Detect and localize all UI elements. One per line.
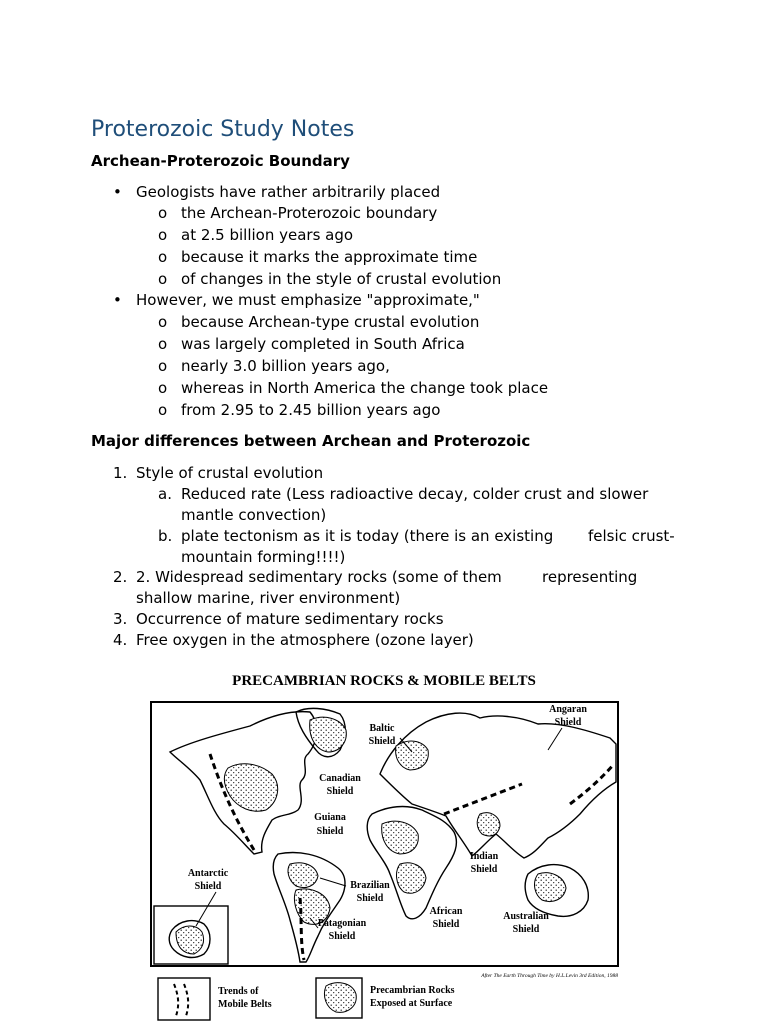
section-heading-differences: Major differences between Archean and Proterozoic — [91, 432, 531, 450]
sub-item-text-cont: mountain forming!!!!) — [181, 548, 346, 566]
list-number: 2. — [113, 568, 128, 586]
label-patagonian: Patagonian — [317, 918, 367, 929]
label-australian-2: Shield — [512, 924, 540, 935]
rocks-swatch-icon — [324, 983, 356, 1013]
sub-item-text: Reduced rate (Less radioactive decay, colder crust and slower — [181, 485, 649, 503]
legend — [158, 978, 455, 1020]
sub-item: because Archean-type crustal evolution — [181, 313, 480, 331]
list-number: 1. — [113, 464, 128, 482]
page-title: Proterozoic Study Notes — [91, 117, 355, 142]
label-baltic-2: Shield — [368, 736, 396, 747]
precambrian-map-figure — [150, 664, 620, 1024]
sub-item-text: plate tectonism as it is today (there is an existing — [181, 527, 554, 545]
sub-item: the Archean-Proterozoic boundary — [181, 204, 438, 222]
list-number: 4. — [113, 631, 128, 649]
sub-marker: o — [158, 226, 168, 244]
label-african-2: Shield — [432, 919, 460, 930]
sub-item: at 2.5 billion years ago — [181, 226, 354, 244]
label-angaran: Angaran — [549, 704, 587, 715]
list-item-text-cont: shallow marine, river environment) — [136, 589, 401, 607]
label-guiana: Guiana — [314, 812, 346, 823]
sub-item-text-tail: felsic crust- — [588, 527, 675, 545]
list-item-text: Occurrence of mature sedimentary rocks — [136, 610, 444, 628]
sub-marker: o — [158, 401, 168, 419]
sub-marker: o — [158, 357, 168, 375]
label-guiana-2: Shield — [316, 826, 344, 837]
label-patagonian-2: Shield — [328, 931, 356, 942]
label-australian: Australian — [503, 911, 549, 922]
bullet-text: However, we must emphasize "approximate," — [136, 291, 480, 309]
figure-credit: After The Earth Through Time by H.L.Levin 3rd Edition, 1988 — [481, 973, 618, 979]
legend-rocks-label-2: Exposed at Surface — [370, 998, 453, 1009]
list-item-text: Style of crustal evolution — [136, 464, 324, 482]
sub-marker: o — [158, 313, 168, 331]
label-indian-2: Shield — [470, 864, 498, 875]
label-antarctic: Antarctic — [187, 868, 229, 879]
sub-marker: o — [158, 248, 168, 266]
sub-marker: o — [158, 270, 168, 288]
label-angaran-2: Shield — [554, 717, 582, 728]
sub-item: of changes in the style of crustal evolution — [181, 270, 502, 288]
sub-item: whereas in North America the change took place — [181, 379, 549, 397]
label-canadian: Canadian — [319, 773, 361, 784]
sub-letter: a. — [158, 485, 172, 503]
sub-item: was largely completed in South Africa — [181, 335, 465, 353]
label-brazilian: Brazilian — [350, 880, 390, 891]
sub-item: from 2.95 to 2.45 billion years ago — [181, 401, 441, 419]
sub-marker: o — [158, 379, 168, 397]
label-brazilian-2: Shield — [356, 893, 384, 904]
label-canadian-2: Shield — [326, 786, 354, 797]
bullet-text: Geologists have rather arbitrarily placed — [136, 183, 441, 201]
figure-title: PRECAMBRIAN ROCKS & MOBILE BELTS — [232, 673, 536, 689]
list-item-text: 2. Widespread sedimentary rocks (some of them — [136, 568, 502, 586]
legend-belts-label-2: Mobile Belts — [218, 999, 272, 1010]
sub-marker: o — [158, 204, 168, 222]
legend-belts-label: Trends of — [218, 986, 259, 997]
list-item-text-tail: representing — [542, 568, 638, 586]
bullet-marker: • — [113, 291, 122, 309]
list-number: 3. — [113, 610, 128, 628]
label-baltic: Baltic — [369, 723, 395, 734]
belt-swatch-icon — [174, 984, 188, 1016]
label-indian: Indian — [469, 851, 499, 862]
legend-rocks-label: Precambrian Rocks — [370, 985, 455, 996]
sub-item-text-cont: mantle convection) — [181, 506, 327, 524]
sub-item: because it marks the approximate time — [181, 248, 478, 266]
sub-marker: o — [158, 335, 168, 353]
label-african: African — [429, 906, 463, 917]
section-heading-boundary: Archean-Proterozoic Boundary — [91, 152, 350, 170]
sub-item: nearly 3.0 billion years ago, — [181, 357, 390, 375]
label-antarctic-2: Shield — [194, 881, 222, 892]
list-item-text: Free oxygen in the atmosphere (ozone layer) — [136, 631, 474, 649]
sub-letter: b. — [158, 527, 173, 545]
bullet-marker: • — [113, 183, 122, 201]
